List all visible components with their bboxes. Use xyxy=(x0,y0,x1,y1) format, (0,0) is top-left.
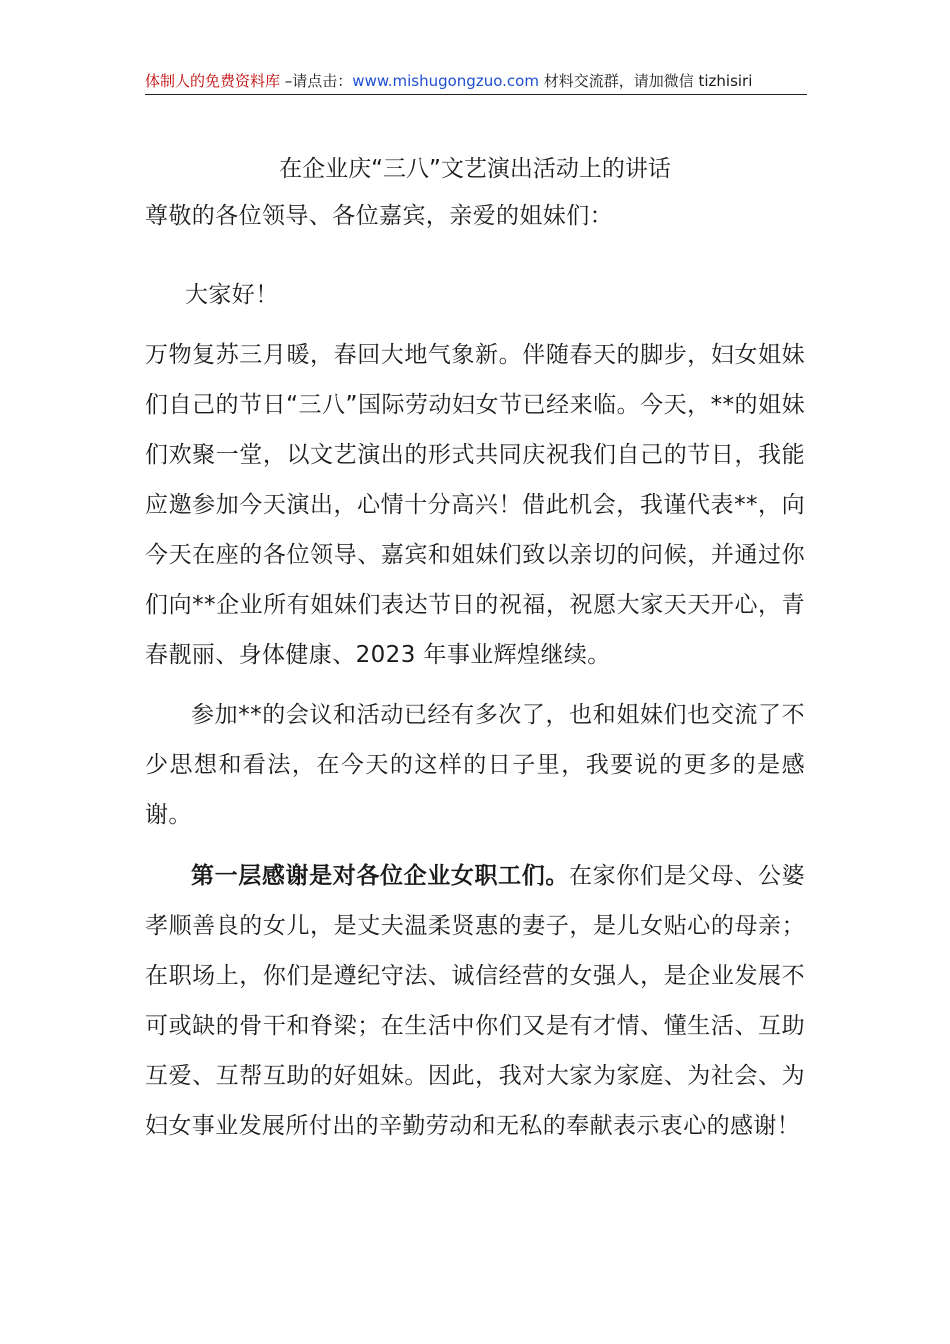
greeting: 大家好！ xyxy=(185,282,279,308)
paragraph-3-lead: 第一层感谢是对各位企业女职工们。 xyxy=(191,863,569,889)
paragraph-1: 万物复苏三月暖，春回大地气象新。伴随春天的脚步，妇女姐妹们自己的节日“三八”国际劳动妇女节已经来临。今天，**的姐妹们欢聚一堂，以文艺演出的形式共同庆祝我们自己的节日，我能应邀参加今天演出，心情十分高兴！借此机会，我谨代表**，向今天在座的各位领导、嘉宾和姐妹们致以亲切的问候，并通过你们向**企业所有姐妹们表达节日的祝福，祝愿大家天天开心，青春靓丽、身体健康、2023 年事业辉煌继续。 xyxy=(145,342,805,668)
header-url-link[interactable]: www.mishugongzuo.com xyxy=(352,72,539,90)
header-divider xyxy=(145,94,807,95)
paragraph-3-body: 在家你们是父母、公婆孝顺善良的女儿，是丈夫温柔贤惠的妻子，是儿女贴心的母亲；在职场上，你们是遵纪守法、诚信经营的女强人，是企业发展不可或缺的骨干和脊梁；在生活中你们又是有才情、懂生活、互助互爱、互帮互助的好姐妹。因此，我对大家为家庭、为社会、为妇女事业发展所付出的辛勤劳动和无私的奉献表示衷心的感谢！ xyxy=(145,863,805,1139)
header-contact: 材料交流群，请加微信 tizhisiri xyxy=(538,72,753,90)
paragraph-2: 参加**的会议和活动已经有多次了，也和姐妹们也交流了不少思想和看法，在今天的这样的日子里，我要说的更多的是感谢。 xyxy=(145,702,805,828)
paragraph-3 xyxy=(145,851,805,1151)
header-brand: 体制人的免费资料库 xyxy=(145,72,281,90)
document-title: 在企业庆“三八”文艺演出活动上的讲话 xyxy=(279,156,671,182)
salutation: 尊敬的各位领导、各位嘉宾，亲爱的姐妹们： xyxy=(145,203,613,229)
page-header xyxy=(145,70,807,92)
header-prompt: –请点击： xyxy=(280,72,353,90)
